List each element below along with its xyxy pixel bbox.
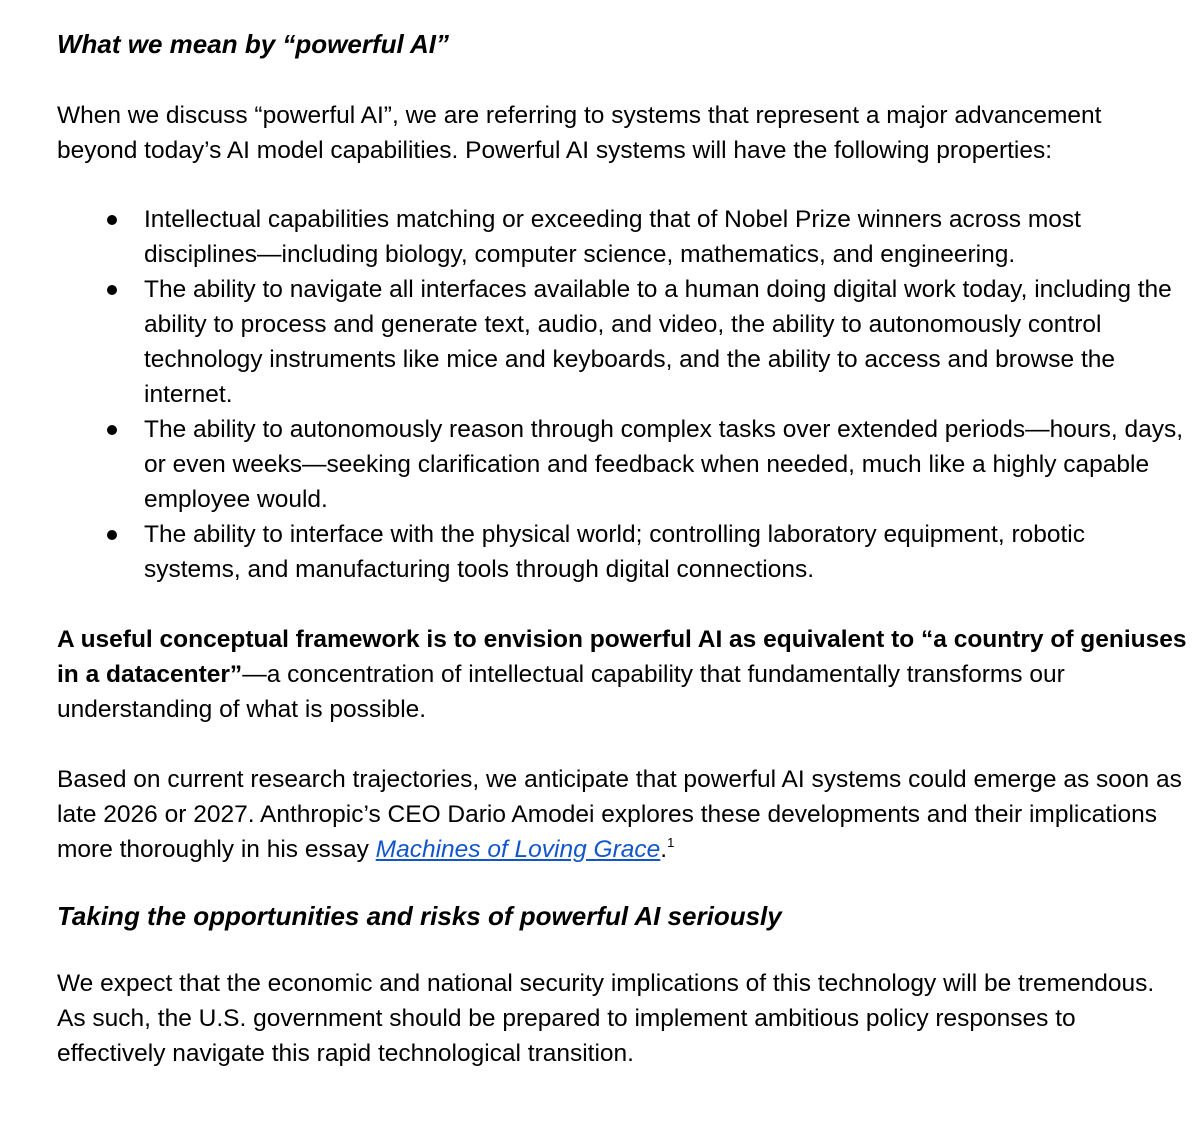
footnote-marker[interactable]: 1 (667, 835, 675, 850)
framework-bold-text: A useful conceptual framework is to envision powerful AI as equivalent to “a country of geniuses in a datacenter” (57, 626, 1187, 688)
properties-list (57, 202, 1187, 587)
bullet-icon (107, 215, 117, 225)
timeline-paragraph (57, 762, 1187, 867)
timeline-text: Based on current research trajectories, we anticipate that powerful AI systems could emerge as soon as late 2026 or 2027. Anthropic’s CEO Dario Amodei explores these developments and their implications more thoroughly in his essay (57, 766, 1182, 863)
framework-paragraph (57, 622, 1187, 727)
document-body (57, 24, 1187, 1071)
framework-text: —a concentration of intellectual capability that fundamentally transforms our understanding of what is possible. (57, 661, 1065, 723)
section-heading-opportunities-risks: Taking the opportunities and risks of powerful AI seriously (57, 901, 782, 931)
list-item-text: The ability to navigate all interfaces available to a human doing digital work today, including the ability to process and generate text, audio, and video, the ability to autonomously control technology instruments like mice and keyboards, and the ability to access and browse the internet. (144, 276, 1172, 408)
timeline-end: . (660, 836, 668, 863)
implications-paragraph: We expect that the economic and national security implications of this technology will be tremendous. As such, the U.S. government should be prepared to implement ambitious policy responses to effectively navigate this rapid technological transition. (57, 970, 1155, 1067)
list-item (57, 517, 1187, 587)
list-item-text: The ability to autonomously reason through complex tasks over extended periods—hours, days, or even weeks—seeking clarification and feedback when needed, much like a highly capable employee would. (144, 416, 1184, 513)
bullet-icon (107, 285, 117, 295)
section-heading-powerful-ai: What we mean by “powerful AI” (57, 29, 449, 59)
list-item (57, 202, 1187, 272)
list-item (57, 272, 1187, 412)
bullet-icon (107, 530, 117, 540)
bullet-icon (107, 425, 117, 435)
intro-paragraph: When we discuss “powerful AI”, we are referring to systems that represent a major advancement beyond today’s AI model capabilities. Powerful AI systems will have the following properties: (57, 102, 1102, 164)
list-item (57, 412, 1187, 517)
list-item-text: Intellectual capabilities matching or exceeding that of Nobel Prize winners across most disciplines—including biology, computer science, mathematics, and engineering. (144, 206, 1081, 268)
essay-link[interactable]: Machines of Loving Grace (375, 836, 661, 863)
list-item-text: The ability to interface with the physical world; controlling laboratory equipment, robotic systems, and manufacturing tools through digital connections. (144, 521, 1086, 583)
